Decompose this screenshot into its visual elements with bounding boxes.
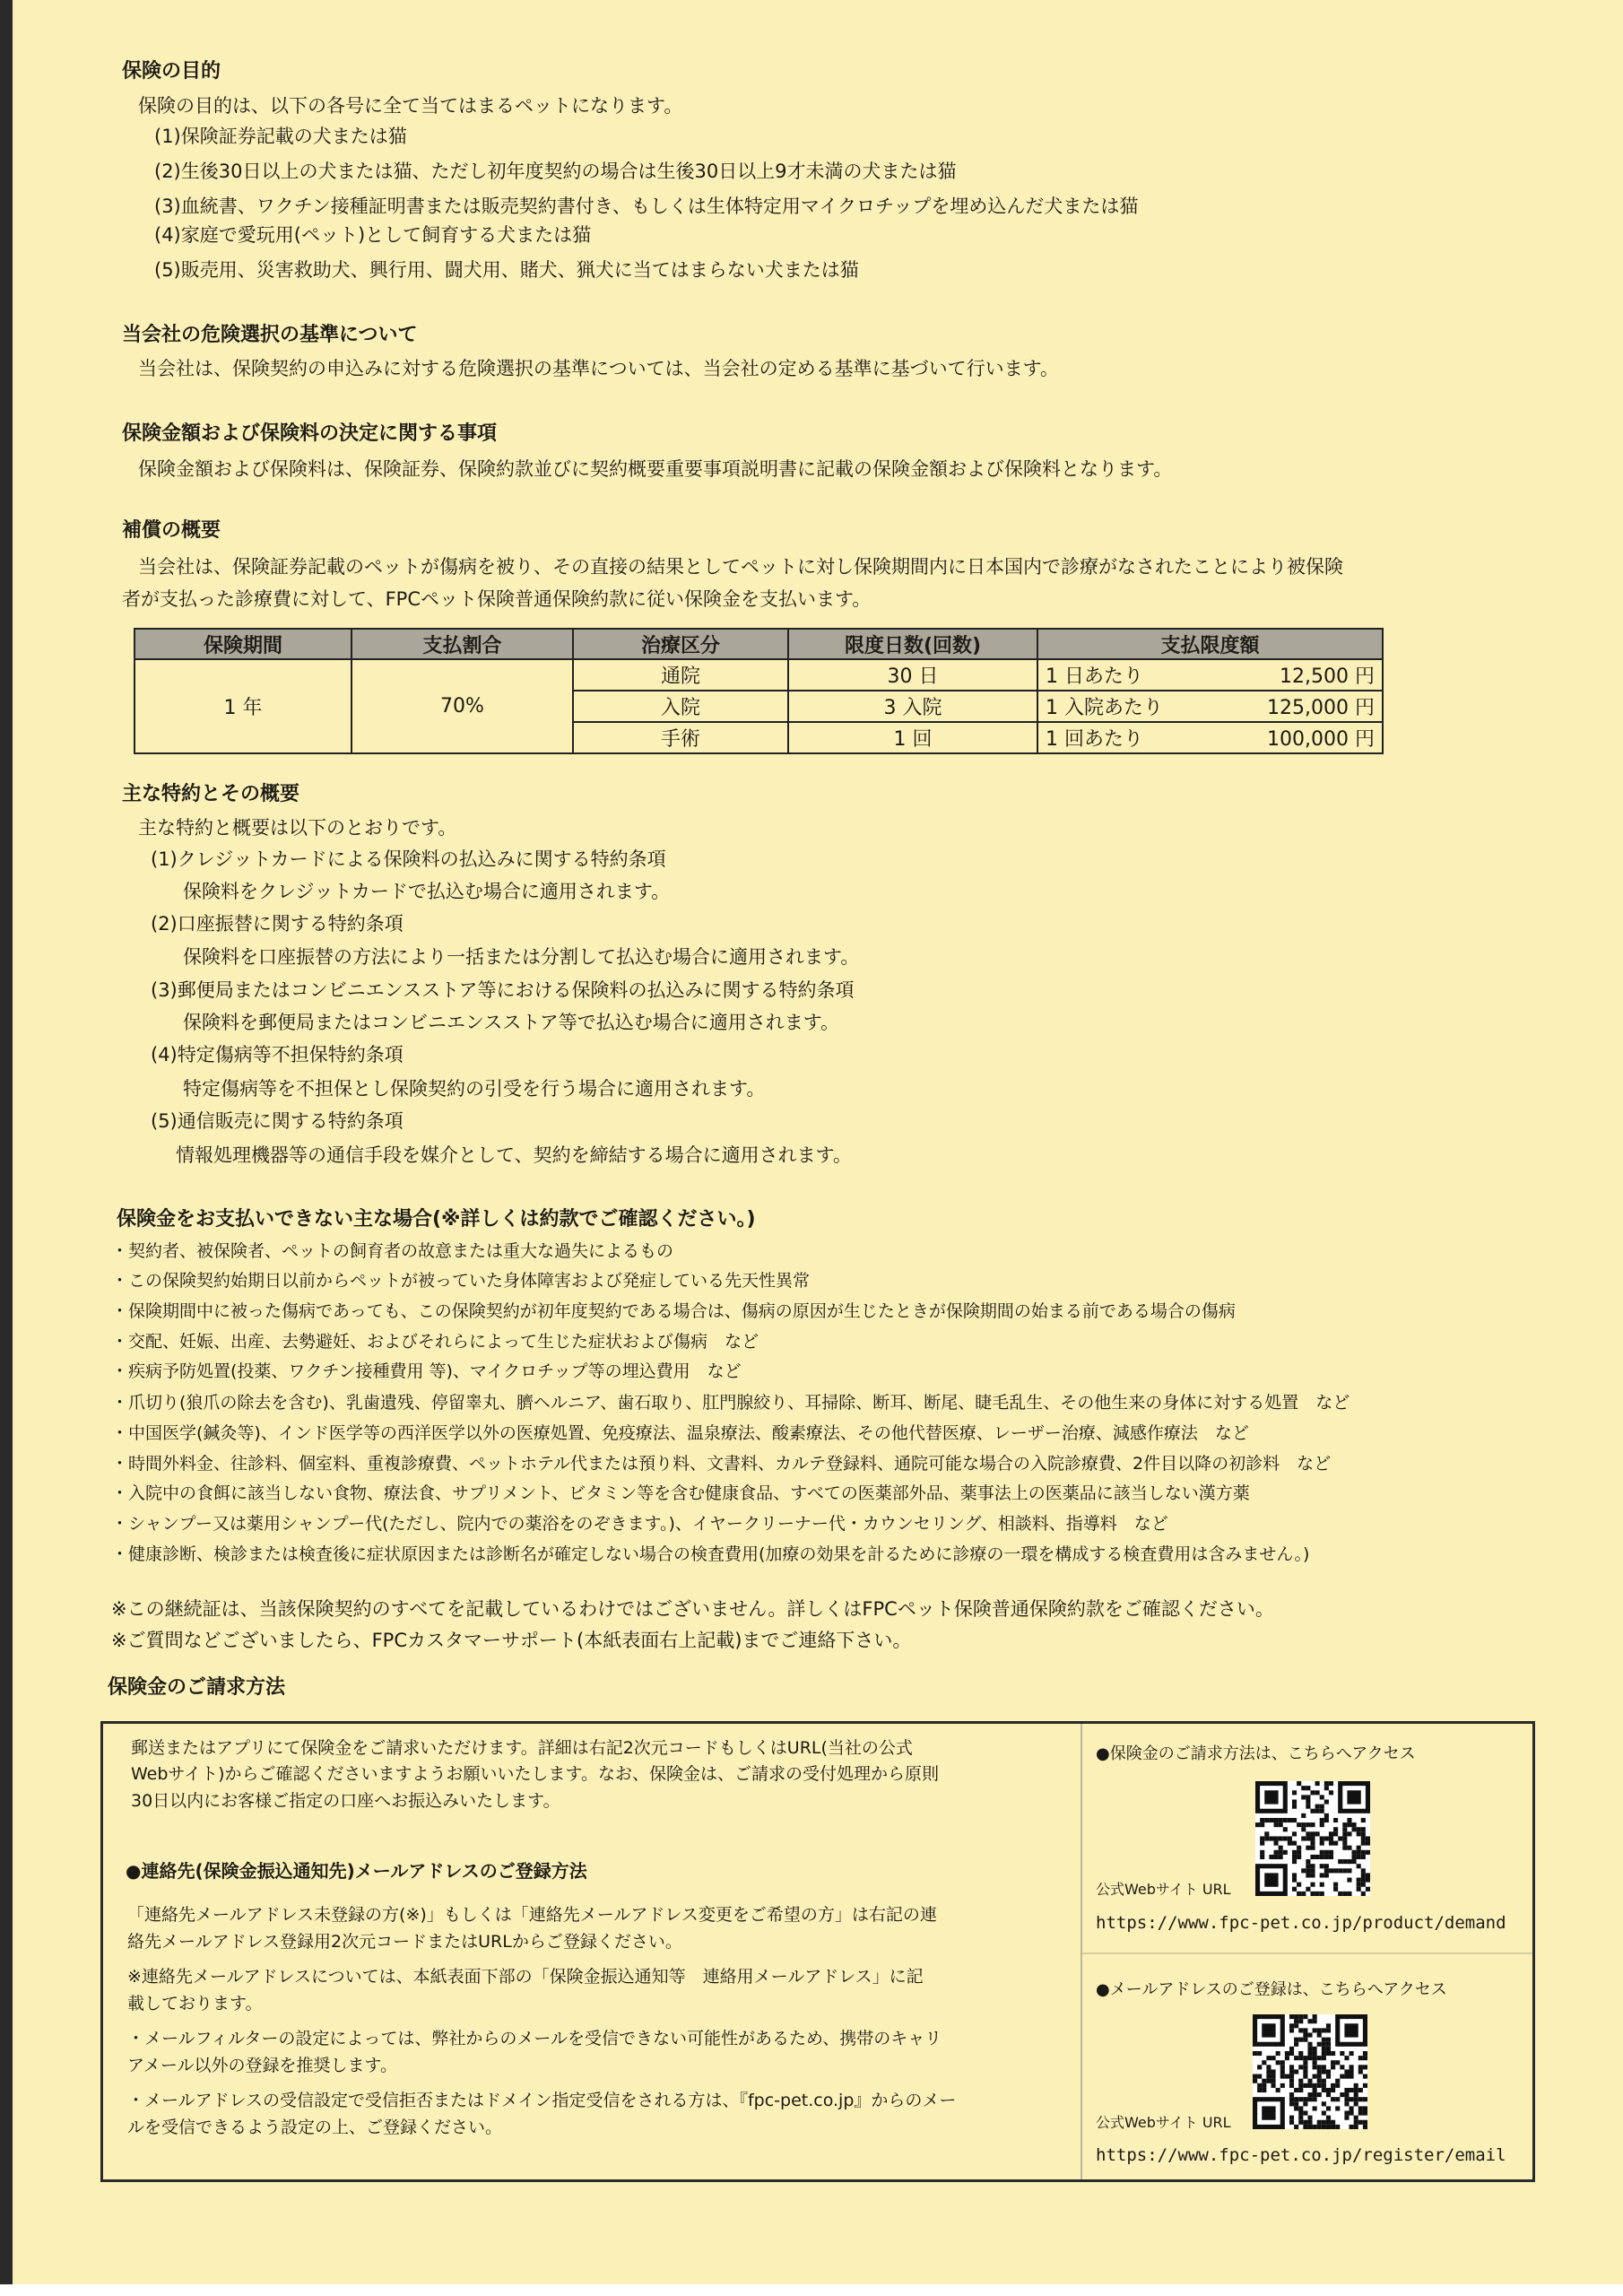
table-header: 支払限度額	[1037, 629, 1383, 659]
exclusion-item: ・契約者、被保険者、ペットの飼育者の故意または重大な過失によるもの	[111, 1241, 674, 1261]
email-url-link[interactable]: https://www.fpc-pet.co.jp/register/email	[1096, 2145, 1506, 2165]
limit-unit: 1 日あたり	[1046, 665, 1143, 688]
exclusion-item: ・時間外料金、往診料、個室料、重複診療費、ペットホテル代または預り料、文書料、カルテ登録料、通院可能な場合の入院診療費、2件目以降の初診料 など	[111, 1454, 1332, 1474]
days-cell: 30 日	[788, 659, 1037, 691]
demand-url-link[interactable]: https://www.fpc-pet.co.jp/product/demand	[1096, 1913, 1506, 1933]
limit-cell	[1037, 659, 1383, 691]
divider	[1082, 1952, 1532, 1954]
table-header: 限度日数(回数)	[788, 629, 1037, 659]
purpose-intro: 保険の目的は、以下の各号に全て当てはまるペットになります。	[138, 95, 683, 117]
exclusion-item: ・爪切り(狼爪の除去を含む)、乳歯遺残、停留睾丸、臍ヘルニア、歯石取り、肛門腺絞り、耳掃除、断耳、断尾、睫毛乱生、その他生来の身体に対する処置 など	[111, 1393, 1350, 1413]
exclusion-item: ・保険期間中に被った傷病であっても、この保険契約が初年度契約である場合は、傷病の原因が生じたときが保険期間の始まる前である場合の傷病	[111, 1301, 1236, 1321]
limit-amount: 100,000 円	[1267, 728, 1375, 751]
days-cell: 1 回	[788, 722, 1037, 753]
kind-cell: 通院	[573, 659, 788, 691]
exclusion-item: ・健康診断、検診または検査後に症状原因または診断名が確定しない場合の検査費用(加療の効果を計るために診療の一環を構成する検査費用は含みません。)	[111, 1544, 1310, 1564]
rider-title: (3)郵便局またはコンビニエンスストア等における保険料の払込みに関する特約条項	[151, 979, 855, 1001]
amount-heading: 保険金額および保険料の決定に関する事項	[122, 422, 498, 445]
scan-edge	[0, 2284, 1623, 2296]
qr-code-email[interactable]	[1253, 2014, 1367, 2129]
risk-heading: 当会社の危険選択の基準について	[122, 324, 418, 346]
rider-title: (4)特定傷病等不担保特約条項	[151, 1044, 404, 1065]
email-text: 絡先メールアドレス登録用2次元コードまたはURLからご登録ください。	[127, 1932, 682, 1952]
scan-edge	[0, 0, 13, 2296]
limit-cell	[1037, 691, 1383, 722]
purpose-item: (3)血統書、ワクチン接種証明書または販売契約書付き、もしくは生体特定用マイクロチップを埋め込んだ犬または猫	[154, 196, 1139, 217]
rider-title: (2)口座振替に関する特約条項	[151, 913, 404, 935]
access-label: ●保険金のご請求方法は、こちらへアクセス	[1096, 1744, 1416, 1763]
exclusion-item: ・この保険契約始期日以前からペットが被っていた身体障害および発症している先天性異常	[111, 1271, 811, 1291]
days-cell: 3 入院	[788, 691, 1037, 722]
coverage-table	[134, 628, 1384, 754]
table-header: 支払割合	[352, 629, 573, 659]
coverage-text: 者が支払った診療費に対して、FPCペット保険普通保険約款に従い保険金を支払います。	[122, 588, 872, 610]
limit-cell	[1037, 722, 1383, 753]
table-row	[135, 659, 1383, 691]
rider-title: (5)通信販売に関する特約条項	[151, 1110, 404, 1132]
purpose-item: (1)保険証券記載の犬または猫	[154, 126, 407, 147]
rider-desc: 保険料をクレジットカードで払込む場合に適用されます。	[183, 881, 671, 902]
amount-text: 保険金額および保険料は、保険証券、保険約款並びに契約概要重要事項説明書に記載の保険金額および保険料となります。	[138, 458, 1173, 480]
limit-unit: 1 入院あたり	[1046, 697, 1163, 719]
exclusion-item: ・中国医学(鍼灸等)、インド医学等の西洋医学以外の医療処置、免疫療法、温泉療法、酸素療法、その他代替医療、レーザー治療、減感作療法 など	[111, 1423, 1249, 1443]
coverage-text: 当会社は、保険証券記載のペットが傷病を被り、その直接の結果としてペットに対し保険期間内に日本国内で診療がなされたことにより被保険	[138, 556, 1343, 578]
note-text: ※ご質問などございましたら、FPCカスタマーサポート(本紙表面右上記載)までご連絡下さい。	[111, 1630, 912, 1651]
ratio-cell: 70%	[352, 659, 573, 753]
rider-desc: 保険料を郵便局またはコンビニエンスストア等で払込む場合に適用されます。	[183, 1012, 840, 1033]
email-text: ・メールアドレスの受信設定で受信拒否またはドメイン指定受信をされる方は、『fpc-pet.co.jp』からのメー	[127, 2091, 957, 2110]
claim-text: 30日以内にお客様ご指定の口座へお振込みいたします。	[131, 1791, 560, 1811]
access-label: ●メールアドレスのご登録は、こちらへアクセス	[1096, 1980, 1447, 1999]
exclusions-heading: 保険金をお支払いできない主な場合(※詳しくは約款でご確認ください。)	[117, 1208, 756, 1231]
limit-amount: 12,500 円	[1280, 665, 1375, 688]
site-label: 公式Webサイト URL	[1096, 2114, 1231, 2131]
risk-text: 当会社は、保険契約の申込みに対する危険選択の基準については、当会社の定める基準に基づいて行います。	[138, 358, 1059, 379]
email-text: 載しております。	[127, 1994, 263, 2013]
limit-amount: 125,000 円	[1267, 697, 1375, 719]
purpose-item: (5)販売用、災害救助犬、興行用、闘犬用、賭犬、猟犬に当てはまらない犬または猫	[154, 259, 859, 281]
rider-title: (1)クレジットカードによる保険料の払込みに関する特約条項	[151, 848, 666, 870]
exclusion-item: ・疾病予防処置(投薬、ワクチン接種費用 等)、マイクロチップ等の埋込費用 など	[111, 1361, 742, 1381]
email-heading: ●連絡先(保険金振込通知先)メールアドレスのご登録方法	[126, 1860, 587, 1882]
claim-text: Webサイト)からご確認くださいますようお願いいたします。なお、保険金は、ご請求の受付処理から原則	[131, 1764, 939, 1784]
site-label: 公式Webサイト URL	[1096, 1881, 1231, 1898]
exclusion-item: ・入院中の食餌に該当しない食物、療法食、サプリメント、ビタミン等を含む健康食品、すべての医薬部外品、薬事法上の医薬品に該当しない漢方薬	[111, 1483, 1250, 1503]
email-text: ※連絡先メールアドレスについては、本紙表面下部の「保険金振込通知等 連絡用メールアドレス」に記	[127, 1967, 924, 1987]
claim-text: 郵送またはアプリにて保険金をご請求いただけます。詳細は右記2次元コードもしくはURL(当社の公式	[131, 1738, 913, 1758]
qr-code-demand[interactable]	[1255, 1781, 1370, 1896]
kind-cell: 手術	[573, 722, 788, 753]
note-text: ※この継続証は、当該保険契約のすべてを記載しているわけではございません。詳しくはFPCペット保険普通保険約款をご確認ください。	[111, 1598, 1274, 1620]
purpose-item: (2)生後30日以上の犬または猫、ただし初年度契約の場合は生後30日以上9才未満の犬または猫	[154, 161, 957, 182]
limit-unit: 1 回あたり	[1046, 728, 1143, 751]
claim-heading: 保険金のご請求方法	[108, 1676, 286, 1699]
exclusion-item: ・交配、妊娠、出産、去勢避妊、およびそれらによって生じた症状および傷病 など	[111, 1332, 759, 1352]
email-text: ルを受信できるよう設定の上、ご登録ください。	[127, 2118, 503, 2137]
riders-intro: 主な特約と概要は以下のとおりです。	[138, 817, 457, 839]
purpose-heading: 保険の目的	[122, 60, 221, 83]
email-text: ・メールフィルターの設定によっては、弊社からのメールを受信できない可能性があるため、携帯のキャリ	[127, 2029, 942, 2048]
email-text: 「連絡先メールアドレス未登録の方(※)」もしくは「連絡先メールアドレス変更をご希望の方」は右記の連	[127, 1905, 937, 1925]
email-text: アメール以外の登録を推奨します。	[127, 2056, 397, 2075]
table-header-row	[135, 629, 1383, 659]
period-cell: 1 年	[135, 659, 352, 753]
exclusion-item: ・シャンプー又は薬用シャンプー代(ただし、院内での薬浴をのぞきます。)、イヤークリーナー代・カウンセリング、相談料、指導料 など	[111, 1514, 1168, 1534]
riders-heading: 主な特約とその概要	[122, 783, 300, 805]
divider	[1081, 1724, 1082, 2179]
kind-cell: 入院	[573, 691, 788, 722]
rider-desc: 保険料を口座振替の方法により一括または分割して払込む場合に適用されます。	[183, 946, 860, 968]
table-header: 治療区分	[573, 629, 788, 659]
rider-desc: 情報処理機器等の通信手段を媒介として、契約を締結する場合に適用されます。	[176, 1144, 852, 1166]
rider-desc: 特定傷病等を不担保とし保険契約の引受を行う場合に適用されます。	[183, 1078, 766, 1100]
table-header: 保険期間	[135, 629, 352, 659]
purpose-item: (4)家庭で愛玩用(ペット)として飼育する犬または猫	[154, 224, 592, 246]
coverage-heading: 補償の概要	[122, 519, 221, 542]
